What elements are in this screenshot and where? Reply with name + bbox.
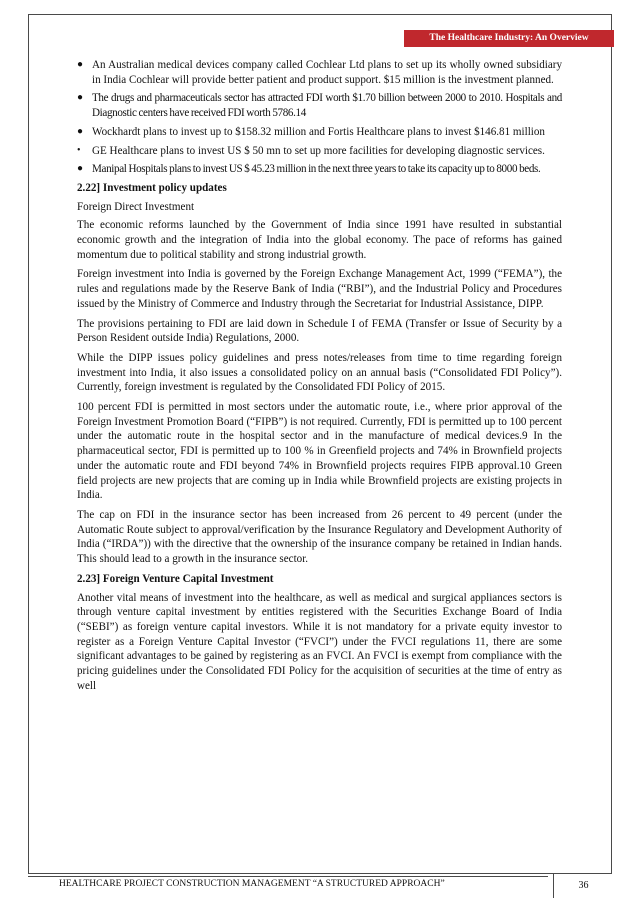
bullet-text: Wockhardt plans to invest up to $158.32 million and Fortis Healthcare plans to invest $146.81 million <box>92 125 545 138</box>
bullet-item <box>77 58 562 87</box>
bullet-icon: ● <box>77 59 84 70</box>
paragraph: While the DIPP issues policy guidelines and press notes/releases from time to time regarding foreign investment into India, it also issues a consolidated policy on an annual basis (“Consolidated FDI Policy”). Currently, foreign investment is regulated by the Consolidated FDI Policy of 2015. <box>77 351 562 394</box>
paragraph: 100 percent FDI is permitted in most sectors under the automatic route, i.e., where prior approval of the Foreign Investment Promotion Board (“FIPB”) is not required. Currently, FDI is permitted up to 100 percent under the automatic route in the hospital sector and in the manufacture of medical devices.9 In the pharmaceutical sector, FDI is permitted up to 100 % in Greenfield projects and 74% in Brownfield projects under the automatic route and FDI beyond 74% in Brownfield projects requires FIPB approval.10 Green field projects are new projects that are coming up in India while Brownfield projects are existing projects in India. <box>77 401 562 502</box>
bullet-text: GE Healthcare plans to invest US $ 50 mn to set up more facilities for developing diagnostic services. <box>92 144 545 157</box>
paragraph: Foreign investment into India is governed by the Foreign Exchange Management Act, 1999 (“FEMA”), the rules and regulations made by the Reserve Bank of India (“RBI”), and the Industrial Policy and Procedures issued by the Ministry of Commerce and Industry through the Secretariat for Industrial Assistance, DIPP. <box>77 268 562 310</box>
bullet-icon: ● <box>77 125 84 137</box>
page-number: 36 <box>553 874 613 898</box>
paragraph: Another vital means of investment into the healthcare, as well as medical and surgical appliances sectors is through venture capital investment by entities registered with the Securities Exchange Board of India (“SEBI”) as foreign venture capital investors. While it is not mandatory for a private equity investor to register as a Foreign Venture Capital Investor (“FVCI”) under the FVCI regulations 11, there are some significant advantages to be gained by registering as an FVCI. An FVCI is exempt from compliance with the pricing guidelines under the Consolidated FDI Policy for the acquisition of securities at the time of entry as well <box>77 591 562 692</box>
section-subheading: Foreign Direct Investment <box>77 200 195 213</box>
bullet-icon: ● <box>77 163 83 175</box>
paragraph: The provisions pertaining to FDI are laid down in Schedule I of FEMA (Transfer or Issue of Security by a Person Resident outside India) Regulations, 2000. <box>77 317 562 345</box>
bullet-icon: • <box>77 144 81 156</box>
footer-divider <box>28 876 548 877</box>
bullet-item <box>77 91 562 120</box>
bullet-item <box>77 125 562 140</box>
section-heading: 2.22] Investment policy updates <box>77 181 227 194</box>
paragraph: The cap on FDI in the insurance sector has been increased from 26 percent to 49 percent (under the Automatic Route subject to approval/verification by the Insurance Regulatory and Development Authority of India (“IRDA”)) with the directive that the ownership of the insurance company be retained in Indian hands. This should lead to a growth in the insurance sector. <box>77 508 562 566</box>
bullet-text: An Australian medical devices company called Cochlear Ltd plans to set up its wholly owned subsidiary in India Cochlear will provide better patient and product support. $15 million is the investment planned. <box>92 59 562 86</box>
bullet-icon: ● <box>77 92 83 104</box>
running-header: The Healthcare Industry: An Overview <box>404 30 614 47</box>
bullet-text: Manipal Hospitals plans to invest US $ 45.23 million in the next three years to take its capacity up to 8000 beds. <box>92 163 541 176</box>
bullet-text: The drugs and pharmaceuticals sector has attracted FDI worth $1.70 billion between 2000 to 2010. Hospitals and Diagnostic centers have received FDI worth 5786.14 <box>92 92 562 120</box>
page-content <box>77 58 562 698</box>
bullet-item <box>77 144 562 159</box>
section-heading: 2.23] Foreign Venture Capital Investment <box>77 572 274 585</box>
bullet-item <box>77 162 562 177</box>
page-footer <box>28 874 612 898</box>
paragraph: The economic reforms launched by the Government of India since 1991 have resulted in substantial economic growth and the integration of India into the global economy. The pace of reforms has gained momentum due to political stability and strong industrial growth. <box>77 219 562 261</box>
footer-title: HEALTHCARE PROJECT CONSTRUCTION MANAGEMENT “A STRUCTURED APPROACH” <box>59 879 445 889</box>
